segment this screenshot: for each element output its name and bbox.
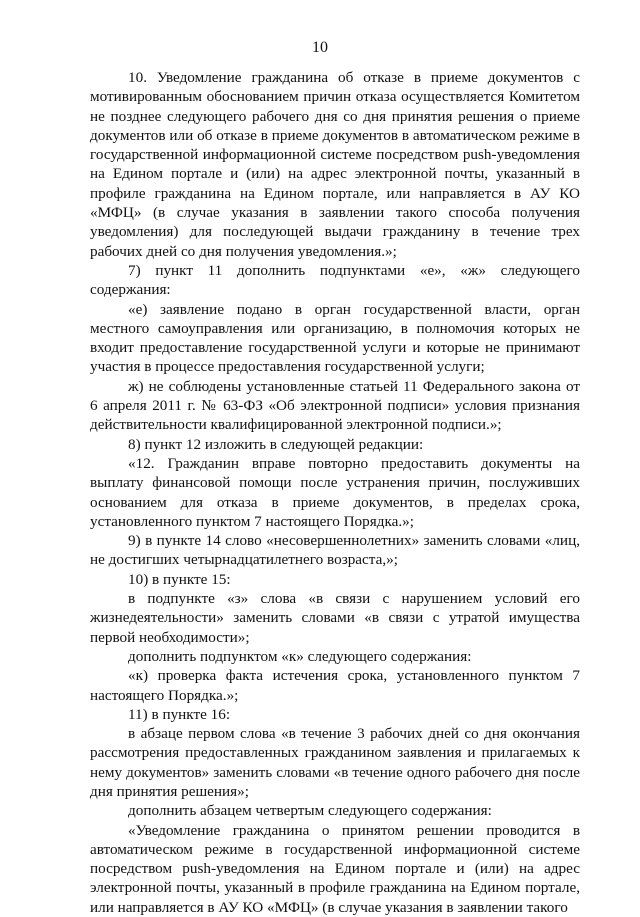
paragraph: 10) в пункте 15: bbox=[128, 570, 231, 588]
paragraph: «12. Гражданин вправе повторно предоставить документы на выплату финансовой помощи после устранения причин, послуживших основанием для отказа в приеме документов, в пределах срока, установленного пунктом 7 настоящего Порядка.»; bbox=[90, 454, 580, 530]
paragraph: дополнить подпунктом «к» следующего содержания: bbox=[128, 647, 472, 665]
paragraph: ж) не соблюдены установленные статьей 11 Федерального закона от 6 апреля 2011 г. № 63-ФЗ «Об электронной подписи» условия признания действительности квалифицированной электронной подписи.»; bbox=[90, 377, 580, 434]
paragraph: в абзаце первом слова «в течение 3 рабочих дней со дня окончания рассмотрения предоставленных гражданином заявления и прилагаемых к нему документов» заменить словами «в течение одного рабочего дня после дня принятия решения»; bbox=[90, 725, 580, 800]
paragraph: дополнить абзацем четвертым следующего содержания: bbox=[128, 802, 492, 820]
paragraph: 7) пункт 11 дополнить подпунктами «е», «ж» следующего содержания: bbox=[90, 261, 580, 299]
paragraph: «е) заявление подано в орган государственной власти, орган местного самоуправления или организацию, в полномочия которых не входит предоставление государственной услуги и которые не принимают участия в процессе предоставления государственной услуги; bbox=[90, 300, 580, 376]
paragraph: 8) пункт 12 изложить в следующей редакции: bbox=[128, 435, 424, 453]
document-body bbox=[90, 68, 580, 917]
page-number: 10 bbox=[312, 39, 328, 56]
paragraph: 11) в пункте 16: bbox=[128, 705, 231, 723]
paragraph: 9) в пункте 14 слово «несовершеннолетних» заменить словами «лиц, не достигших четырнадцатилетнего возраста,»; bbox=[90, 532, 580, 569]
paragraph: в подпункте «з» слова «в связи с нарушением условий его жизнедеятельности» заменить словами «в связи с утратой имущества первой необходимости»; bbox=[90, 590, 580, 646]
paragraph: «к) проверка факта истечения срока, установленного пунктом 7 настоящего Порядка.»; bbox=[90, 667, 580, 704]
paragraph: «Уведомление гражданина о принятом решении проводится в автоматическом режиме в государственной информационной системе посредством push-уведомления на Едином портале и (или) на адрес электронной почты, указанный в профиле гражданина на Едином портале, или направляется в АУ КО «МФЦ» (в случае указания в заявлении такого bbox=[90, 821, 580, 916]
paragraph: 10. Уведомление гражданина об отказе в приеме документов с мотивированным обоснованием причин отказа осуществляется Комитетом не позднее следующего рабочего дня со дня принятия решения о приеме документов или об отказе в приеме документов в автоматическом режиме в государственной информационной системе посредством push-уведомления на Едином портале и (или) на адрес электронной почты, указанный в профиле гражданина на Едином портале, или направляется в АУ КО «МФЦ» (в случае указания в заявлении такого способа получения уведомления) для последующей выдачи гражданину в течение трех рабочих дней со дня получения уведомления.»; bbox=[90, 69, 580, 260]
